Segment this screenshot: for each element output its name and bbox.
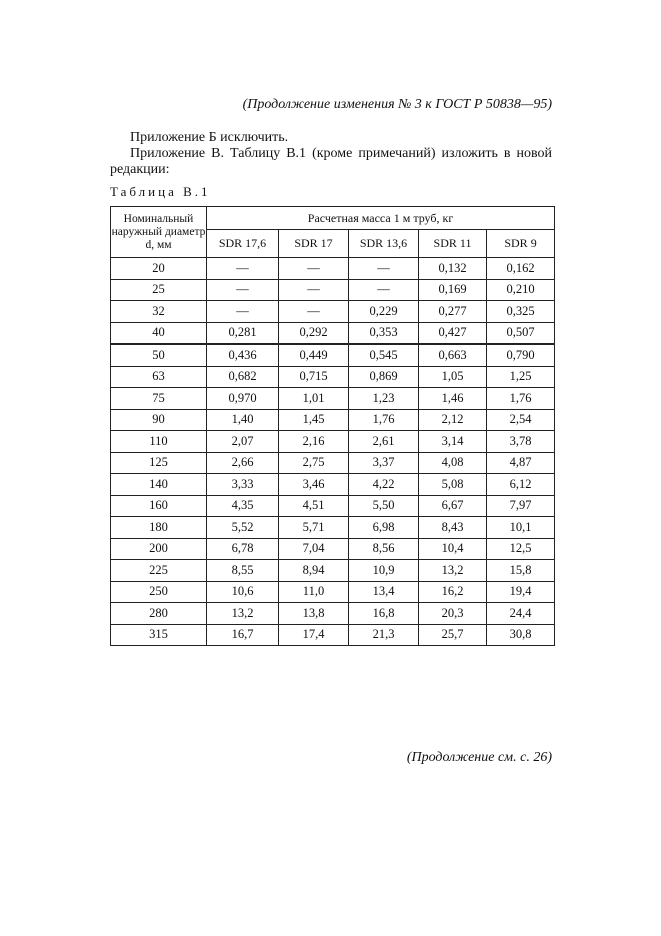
mass-cell: 6,12 — [487, 474, 555, 496]
table-row — [111, 431, 555, 453]
mass-cell: 3,33 — [207, 474, 279, 496]
table-body — [111, 258, 555, 646]
diameter-cell: 90 — [111, 409, 207, 431]
mass-cell: 2,75 — [279, 452, 349, 474]
mass-cell: 2,66 — [207, 452, 279, 474]
table-row — [111, 388, 555, 410]
mass-cell: 0,229 — [349, 301, 419, 323]
table-row — [111, 344, 555, 366]
mass-cell: 0,545 — [349, 344, 419, 366]
table-row — [111, 603, 555, 625]
mass-cell: 3,37 — [349, 452, 419, 474]
diameter-cell: 250 — [111, 581, 207, 603]
mass-cell: 0,325 — [487, 301, 555, 323]
table-row — [111, 538, 555, 560]
mass-cell: — — [207, 301, 279, 323]
mass-cell: 7,04 — [279, 538, 349, 560]
mass-cell: 0,281 — [207, 322, 279, 344]
mass-cell: 4,51 — [279, 495, 349, 517]
mass-cell: 1,40 — [207, 409, 279, 431]
diameter-cell: 140 — [111, 474, 207, 496]
mass-cell: 0,682 — [207, 366, 279, 388]
mass-cell: 5,50 — [349, 495, 419, 517]
mass-cell: — — [279, 279, 349, 301]
mass-cell: 24,4 — [487, 603, 555, 625]
mass-cell: 13,4 — [349, 581, 419, 603]
diameter-cell: 315 — [111, 624, 207, 646]
mass-cell: 0,353 — [349, 322, 419, 344]
diameter-cell: 25 — [111, 279, 207, 301]
continuation-footer: (Продолжение см. с. 26) — [406, 750, 552, 765]
mass-cell: 5,71 — [279, 517, 349, 539]
table-row — [111, 301, 555, 323]
mass-cell: 12,5 — [487, 538, 555, 560]
mass-cell: 0,869 — [349, 366, 419, 388]
mass-cell: 4,87 — [487, 452, 555, 474]
mass-cell: 25,7 — [419, 624, 487, 646]
mass-cell: 0,132 — [419, 258, 487, 280]
mass-cell: 2,07 — [207, 431, 279, 453]
mass-cell: 0,790 — [487, 344, 555, 366]
mass-cell: 1,01 — [279, 388, 349, 410]
diameter-cell: 63 — [111, 366, 207, 388]
mass-cell: 10,4 — [419, 538, 487, 560]
pipe-mass-table — [110, 206, 555, 646]
mass-cell: 0,162 — [487, 258, 555, 280]
diameter-cell: 280 — [111, 603, 207, 625]
mass-cell: 3,14 — [419, 431, 487, 453]
mass-cell: 6,78 — [207, 538, 279, 560]
header-sdr: SDR 9 — [487, 230, 555, 258]
table-row — [111, 258, 555, 280]
mass-cell: 5,08 — [419, 474, 487, 496]
mass-cell: 10,6 — [207, 581, 279, 603]
mass-cell: — — [279, 301, 349, 323]
table-row — [111, 366, 555, 388]
diameter-cell: 110 — [111, 431, 207, 453]
table-row — [111, 409, 555, 431]
mass-cell: 0,292 — [279, 322, 349, 344]
mass-cell: 6,67 — [419, 495, 487, 517]
mass-cell: 1,45 — [279, 409, 349, 431]
table-row — [111, 495, 555, 517]
table-caption: Таблица В.1 — [110, 184, 211, 199]
mass-cell: — — [349, 258, 419, 280]
mass-cell: 16,2 — [419, 581, 487, 603]
diameter-cell: 160 — [111, 495, 207, 517]
header-sdr: SDR 11 — [419, 230, 487, 258]
diameter-cell: 125 — [111, 452, 207, 474]
mass-cell: 6,98 — [349, 517, 419, 539]
mass-cell: 1,25 — [487, 366, 555, 388]
mass-cell: 8,43 — [419, 517, 487, 539]
mass-cell: 1,76 — [349, 409, 419, 431]
mass-cell: 8,56 — [349, 538, 419, 560]
table-row — [111, 517, 555, 539]
mass-cell: 0,436 — [207, 344, 279, 366]
mass-cell: 15,8 — [487, 560, 555, 582]
mass-cell: 30,8 — [487, 624, 555, 646]
mass-cell: 1,76 — [487, 388, 555, 410]
mass-cell: — — [349, 279, 419, 301]
mass-cell: 0,427 — [419, 322, 487, 344]
mass-cell: 2,61 — [349, 431, 419, 453]
table-row — [111, 581, 555, 603]
mass-cell: 19,4 — [487, 581, 555, 603]
mass-cell: 0,507 — [487, 322, 555, 344]
diameter-cell: 225 — [111, 560, 207, 582]
mass-cell: 11,0 — [279, 581, 349, 603]
diameter-cell: 75 — [111, 388, 207, 410]
mass-cell: 2,12 — [419, 409, 487, 431]
diameter-cell: 50 — [111, 344, 207, 366]
mass-cell: 0,449 — [279, 344, 349, 366]
mass-cell: 2,16 — [279, 431, 349, 453]
paragraph-appendix-b: Приложение Б исключить. — [130, 130, 289, 145]
mass-cell: 0,663 — [419, 344, 487, 366]
header-calculated-mass: Расчетная масса 1 м труб, кг — [207, 207, 555, 230]
mass-cell: 17,4 — [279, 624, 349, 646]
mass-cell: 13,8 — [279, 603, 349, 625]
diameter-cell: 32 — [111, 301, 207, 323]
header-sdr: SDR 17 — [279, 230, 349, 258]
table-row — [111, 474, 555, 496]
mass-cell: 3,46 — [279, 474, 349, 496]
table-row — [111, 452, 555, 474]
diameter-cell: 40 — [111, 322, 207, 344]
mass-cell: 4,08 — [419, 452, 487, 474]
mass-cell: 0,970 — [207, 388, 279, 410]
continuation-header: (Продолжение изменения № 3 к ГОСТ Р 50838—95) — [242, 97, 552, 112]
table-row — [111, 322, 555, 344]
diameter-cell: 180 — [111, 517, 207, 539]
table-row — [111, 624, 555, 646]
mass-cell: 1,46 — [419, 388, 487, 410]
header-sdr: SDR 17,6 — [207, 230, 279, 258]
table-row — [111, 560, 555, 582]
mass-cell: 4,22 — [349, 474, 419, 496]
mass-cell: 7,97 — [487, 495, 555, 517]
paragraph-appendix-v: Приложение В. Таблицу В.1 (кроме примечаний) изложить в новой редакции: — [110, 146, 552, 177]
mass-cell: 1,23 — [349, 388, 419, 410]
mass-cell: 5,52 — [207, 517, 279, 539]
mass-cell: 8,94 — [279, 560, 349, 582]
diameter-cell: 200 — [111, 538, 207, 560]
mass-cell: 1,05 — [419, 366, 487, 388]
mass-cell: 3,78 — [487, 431, 555, 453]
table-row — [111, 279, 555, 301]
mass-cell: 16,8 — [349, 603, 419, 625]
header-nominal-diameter: Номинальный наружный диаметр d, мм — [111, 207, 207, 258]
mass-cell: 4,35 — [207, 495, 279, 517]
mass-cell: 13,2 — [207, 603, 279, 625]
diameter-cell: 20 — [111, 258, 207, 280]
mass-cell: 0,715 — [279, 366, 349, 388]
mass-cell: — — [279, 258, 349, 280]
mass-cell: 8,55 — [207, 560, 279, 582]
mass-cell: 10,9 — [349, 560, 419, 582]
mass-cell: 0,169 — [419, 279, 487, 301]
mass-cell: 13,2 — [419, 560, 487, 582]
mass-cell: — — [207, 279, 279, 301]
mass-cell: 21,3 — [349, 624, 419, 646]
mass-cell: 10,1 — [487, 517, 555, 539]
header-sdr: SDR 13,6 — [349, 230, 419, 258]
mass-cell: 0,277 — [419, 301, 487, 323]
mass-cell: — — [207, 258, 279, 280]
mass-cell: 20,3 — [419, 603, 487, 625]
mass-cell: 2,54 — [487, 409, 555, 431]
mass-cell: 0,210 — [487, 279, 555, 301]
mass-cell: 16,7 — [207, 624, 279, 646]
